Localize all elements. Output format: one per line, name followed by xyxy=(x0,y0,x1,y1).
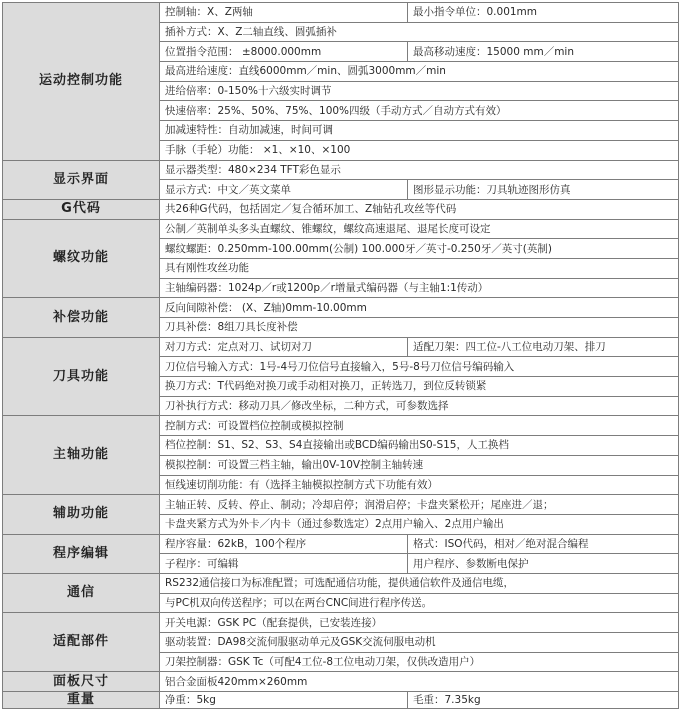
category-communication: 通信 xyxy=(3,573,160,612)
table-row xyxy=(3,3,679,23)
spec-cell: 子程序：可编辑 xyxy=(160,554,408,574)
category-display: 显示界面 xyxy=(3,160,160,199)
spec-cell: 具有刚性攻丝功能 xyxy=(160,258,679,278)
spec-cell: 主轴编码器：1024p／r或1200p／r增量式编码器（与主轴1:1传动） xyxy=(160,278,679,298)
spec-cell: 模拟控制：可设置三档主轴，输出0V-10V控制主轴转速 xyxy=(160,455,679,475)
table-row xyxy=(3,416,679,436)
spec-cell: 档位控制：S1、S2、S3、S4直接输出或BCD编码输出S0-S15，人工换档 xyxy=(160,436,679,456)
spec-cell: 快速倍率：25%、50%、75%、100%四级（手动方式／自动方式有效） xyxy=(160,101,679,121)
spec-cell: 显示器类型：480×234 TFT彩色显示 xyxy=(160,160,679,180)
table-row xyxy=(3,219,679,239)
spec-cell: 换刀方式：T代码绝对换刀或手动相对换刀，正转选刀，到位反转锁紧 xyxy=(160,377,679,397)
spec-cell: 最高移动速度：15000 mm／min xyxy=(408,42,679,62)
category-compensation: 补偿功能 xyxy=(3,298,160,337)
spec-cell: 共26种G代码，包括固定／复合循环加工、Z轴钻孔攻丝等代码 xyxy=(160,199,679,219)
spec-cell: 位置指令范围： ±8000.000mm xyxy=(160,42,408,62)
spec-cell: 开关电源：GSK PC（配套提供，已安装连接） xyxy=(160,613,679,633)
spec-cell: 适配刀架：四工位-八工位电动刀架、排刀 xyxy=(408,337,679,357)
spec-cell: 对刀方式：定点对刀、试切对刀 xyxy=(160,337,408,357)
category-weight: 重量 xyxy=(3,692,160,709)
category-motion-control: 运动控制功能 xyxy=(3,3,160,161)
spec-cell: 手脉（手轮）功能： ×1、×10、×100 xyxy=(160,140,679,160)
spec-cell: 驱动装置：DA98交流伺服驱动单元及GSK交流伺服电动机 xyxy=(160,633,679,653)
spec-cell: 铝合金面板420mm×260mm xyxy=(160,672,679,692)
table-row xyxy=(3,573,679,593)
table-row xyxy=(3,495,679,515)
spec-cell: 最高进给速度：直线6000mm／min、圆弧3000mm／min xyxy=(160,62,679,82)
table-row xyxy=(3,613,679,633)
table-row xyxy=(3,160,679,180)
table-row xyxy=(3,337,679,357)
spec-cell: 刀架控制器：GSK Tc（可配4工位-8工位电动刀架，仅供改造用户） xyxy=(160,652,679,672)
spec-cell: 控制轴：X、Z两轴 xyxy=(160,3,408,23)
category-panel-size: 面板尺寸 xyxy=(3,672,160,692)
spec-cell: 与PC机双向传送程序；可以在两台CNC间进行程序传送。 xyxy=(160,593,679,613)
table-row xyxy=(3,199,679,219)
spec-cell: 卡盘夹紧方式为外卡／内卡（通过参数选定）2点用户输入、2点用户输出 xyxy=(160,514,679,534)
category-spindle: 主轴功能 xyxy=(3,416,160,495)
category-program: 程序编辑 xyxy=(3,534,160,573)
spec-cell: 格式：ISO代码，相对／绝对混合编程 xyxy=(408,534,679,554)
spec-cell: 刀具补偿：8组刀具长度补偿 xyxy=(160,318,679,338)
spec-cell: 反向间隙补偿： (X、Z轴)0mm-10.00mm xyxy=(160,298,679,318)
spec-cell: 恒线速切削功能：有（选择主轴模拟控制方式下功能有效） xyxy=(160,475,679,495)
spec-cell: 控制方式：可设置档位控制或模拟控制 xyxy=(160,416,679,436)
spec-cell: 毛重：7.35kg xyxy=(408,692,679,709)
spec-cell: 用户程序、参数断电保护 xyxy=(408,554,679,574)
spec-cell: 显示方式：中文／英文菜单 xyxy=(160,180,408,200)
category-parts: 适配部件 xyxy=(3,613,160,672)
table-row xyxy=(3,672,679,692)
spec-cell: 最小指令单位：0.001mm xyxy=(408,3,679,23)
spec-cell: 公制／英制单头多头直螺纹、锥螺纹，螺纹高速退尾、退尾长度可设定 xyxy=(160,219,679,239)
category-thread: 螺纹功能 xyxy=(3,219,160,298)
spec-table xyxy=(2,2,679,709)
spec-cell: 螺纹螺距：0.250mm-100.00mm(公制) 100.000牙／英寸-0.250牙／英寸(英制) xyxy=(160,239,679,259)
table-row xyxy=(3,692,679,709)
spec-cell: 图形显示功能：刀具轨迹图形仿真 xyxy=(408,180,679,200)
spec-cell: 加减速特性：自动加减速，时间可调 xyxy=(160,121,679,141)
table-row xyxy=(3,298,679,318)
spec-cell: RS232通信接口为标准配置；可选配通信功能，提供通信软件及通信电缆， xyxy=(160,573,679,593)
spec-cell: 进给倍率：0-150%十六级实时调节 xyxy=(160,81,679,101)
spec-cell: 刀位信号输入方式：1号-4号刀位信号直接输入，5号-8号刀位信号编码输入 xyxy=(160,357,679,377)
spec-cell: 净重：5kg xyxy=(160,692,408,709)
spec-cell: 刀补执行方式：移动刀具／修改坐标，二种方式，可参数选择 xyxy=(160,396,679,416)
category-auxiliary: 辅助功能 xyxy=(3,495,160,534)
spec-cell: 插补方式：X、Z二轴直线、圆弧插补 xyxy=(160,22,679,42)
spec-cell: 主轴正转、反转、停止、制动；冷却启停；润滑启停；卡盘夹紧松开；尾座进／退； xyxy=(160,495,679,515)
category-tool: 刀具功能 xyxy=(3,337,160,416)
table-row xyxy=(3,534,679,554)
spec-cell: 程序容量：62kB，100个程序 xyxy=(160,534,408,554)
category-gcode: G代码 xyxy=(3,199,160,219)
